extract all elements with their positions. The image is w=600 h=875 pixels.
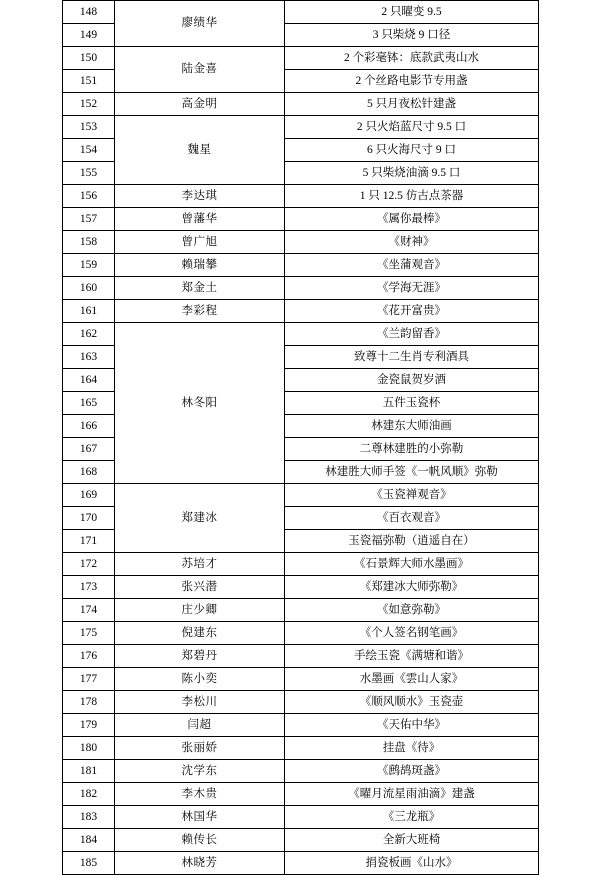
- table-row: [63, 47, 539, 70]
- table-row: [63, 576, 539, 599]
- donated-item: 《天佑中华》: [285, 714, 539, 737]
- row-number: 164: [63, 369, 115, 392]
- table-row: [63, 208, 539, 231]
- row-number: 157: [63, 208, 115, 231]
- table-row: [63, 783, 539, 806]
- donor-name: 郑碧丹: [115, 645, 285, 668]
- donor-name: 闫超: [115, 714, 285, 737]
- row-number: 160: [63, 277, 115, 300]
- table-row: [63, 622, 539, 645]
- row-number: 153: [63, 116, 115, 139]
- table-row: [63, 760, 539, 783]
- table-row: [63, 277, 539, 300]
- row-number: 177: [63, 668, 115, 691]
- donor-name: 林晓芳: [115, 852, 285, 875]
- row-number: 149: [63, 24, 115, 47]
- donated-item: 《坐蒲观音》: [285, 254, 539, 277]
- row-number: 184: [63, 829, 115, 852]
- row-number: 182: [63, 783, 115, 806]
- table-row: [63, 737, 539, 760]
- table-row: [63, 231, 539, 254]
- donated-item: 林建东大师油画: [285, 415, 539, 438]
- table-row: [63, 323, 539, 346]
- donated-item: 五件玉瓷杯: [285, 392, 539, 415]
- donor-name: 魏星: [115, 116, 285, 185]
- donated-item: 《三龙瓶》: [285, 806, 539, 829]
- donated-item: 2 个彩毫钵：底款武夷山水: [285, 47, 539, 70]
- donated-item: 《如意弥勒》: [285, 599, 539, 622]
- donated-item: 《鹧鸪斑盏》: [285, 760, 539, 783]
- donor-name: 廖绩华: [115, 1, 285, 47]
- row-number: 174: [63, 599, 115, 622]
- row-number: 161: [63, 300, 115, 323]
- donated-item: 《个人签名钢笔画》: [285, 622, 539, 645]
- table-row: [63, 645, 539, 668]
- row-number: 178: [63, 691, 115, 714]
- donor-name: 李木贵: [115, 783, 285, 806]
- row-number: 162: [63, 323, 115, 346]
- donor-name: 林国华: [115, 806, 285, 829]
- row-number: 169: [63, 484, 115, 507]
- donor-name: 赖瑞攀: [115, 254, 285, 277]
- donor-name: 张丽娇: [115, 737, 285, 760]
- donated-item: 手绘玉瓷《满塘和谐》: [285, 645, 539, 668]
- donated-item: 《顺风顺水》玉瓷壶: [285, 691, 539, 714]
- donated-item: 3 只柴烧 9 口径: [285, 24, 539, 47]
- row-number: 168: [63, 461, 115, 484]
- donated-item: 二尊林建胜的小弥勒: [285, 438, 539, 461]
- donor-name: 高金明: [115, 93, 285, 116]
- row-number: 159: [63, 254, 115, 277]
- row-number: 156: [63, 185, 115, 208]
- table-row: [63, 300, 539, 323]
- table-row: [63, 806, 539, 829]
- table-row: [63, 599, 539, 622]
- donor-name: 赖传长: [115, 829, 285, 852]
- table-row: [63, 714, 539, 737]
- donor-name: 曾藩华: [115, 208, 285, 231]
- table-row: [63, 852, 539, 875]
- table-row: [63, 829, 539, 852]
- table-row: [63, 668, 539, 691]
- row-number: 165: [63, 392, 115, 415]
- row-number: 179: [63, 714, 115, 737]
- row-number: 170: [63, 507, 115, 530]
- table-row: [63, 553, 539, 576]
- table-row: [63, 116, 539, 139]
- donated-item: 2 只曜变 9.5: [285, 1, 539, 24]
- donated-item: 玉瓷福弥勒（逍遥自在）: [285, 530, 539, 553]
- donor-name: 郑建冰: [115, 484, 285, 553]
- donated-item: 金瓷鼠贺岁酒: [285, 369, 539, 392]
- row-number: 150: [63, 47, 115, 70]
- donated-item: 6 只火海尺寸 9 口: [285, 139, 539, 162]
- donated-item: 《玉瓷禅观音》: [285, 484, 539, 507]
- donated-item: 《百衣观音》: [285, 507, 539, 530]
- donor-name: 庄少卿: [115, 599, 285, 622]
- donated-item: 《花开富贵》: [285, 300, 539, 323]
- donated-item: 《学海无涯》: [285, 277, 539, 300]
- row-number: 171: [63, 530, 115, 553]
- donated-item: 5 只月夜松针建盏: [285, 93, 539, 116]
- table-row: [63, 484, 539, 507]
- row-number: 151: [63, 70, 115, 93]
- donated-item: 《属你最棒》: [285, 208, 539, 231]
- row-number: 152: [63, 93, 115, 116]
- table-row: [63, 691, 539, 714]
- row-number: 166: [63, 415, 115, 438]
- donor-name: 倪建东: [115, 622, 285, 645]
- donated-item: 《兰韵留香》: [285, 323, 539, 346]
- donated-item: 捐瓷板画《山水》: [285, 852, 539, 875]
- donor-name: 李达琪: [115, 185, 285, 208]
- row-number: 180: [63, 737, 115, 760]
- donor-name: 李松川: [115, 691, 285, 714]
- row-number: 183: [63, 806, 115, 829]
- donated-item: 水墨画《雲山人家》: [285, 668, 539, 691]
- row-number: 173: [63, 576, 115, 599]
- row-number: 155: [63, 162, 115, 185]
- row-number: 154: [63, 139, 115, 162]
- row-number: 167: [63, 438, 115, 461]
- table-row: [63, 254, 539, 277]
- donation-table: [62, 0, 539, 875]
- donated-item: 全新大班椅: [285, 829, 539, 852]
- donated-item: 林建胜大师手签《一帆风顺》弥勒: [285, 461, 539, 484]
- donor-name: 陆金喜: [115, 47, 285, 93]
- donated-item: 2 个丝路电影节专用盏: [285, 70, 539, 93]
- table-row: [63, 93, 539, 116]
- donated-item: 致尊十二生肖专利酒具: [285, 346, 539, 369]
- donated-item: 1 只 12.5 仿古点茶器: [285, 185, 539, 208]
- row-number: 181: [63, 760, 115, 783]
- row-number: 163: [63, 346, 115, 369]
- donor-name: 陈小奕: [115, 668, 285, 691]
- donor-name: 苏培才: [115, 553, 285, 576]
- table-row: [63, 1, 539, 24]
- table-body: [63, 1, 539, 875]
- donor-name: 郑金土: [115, 277, 285, 300]
- row-number: 185: [63, 852, 115, 875]
- row-number: 176: [63, 645, 115, 668]
- row-number: 158: [63, 231, 115, 254]
- donor-name: 沈学东: [115, 760, 285, 783]
- donated-item: 《石景辉大师水墨画》: [285, 553, 539, 576]
- row-number: 172: [63, 553, 115, 576]
- donor-name: 李彩程: [115, 300, 285, 323]
- donated-item: 《郑建冰大师弥勒》: [285, 576, 539, 599]
- donated-item: 挂盘《待》: [285, 737, 539, 760]
- donor-name: 曾广旭: [115, 231, 285, 254]
- donated-item: 《曜月流星雨油滴》建盏: [285, 783, 539, 806]
- donor-name: 张兴潜: [115, 576, 285, 599]
- donor-name: 林冬阳: [115, 323, 285, 484]
- row-number: 175: [63, 622, 115, 645]
- donated-item: 5 只柴烧油滴 9.5 口: [285, 162, 539, 185]
- table-row: [63, 185, 539, 208]
- donated-item: 2 只火焰蓝尺寸 9.5 口: [285, 116, 539, 139]
- donated-item: 《财神》: [285, 231, 539, 254]
- row-number: 148: [63, 1, 115, 24]
